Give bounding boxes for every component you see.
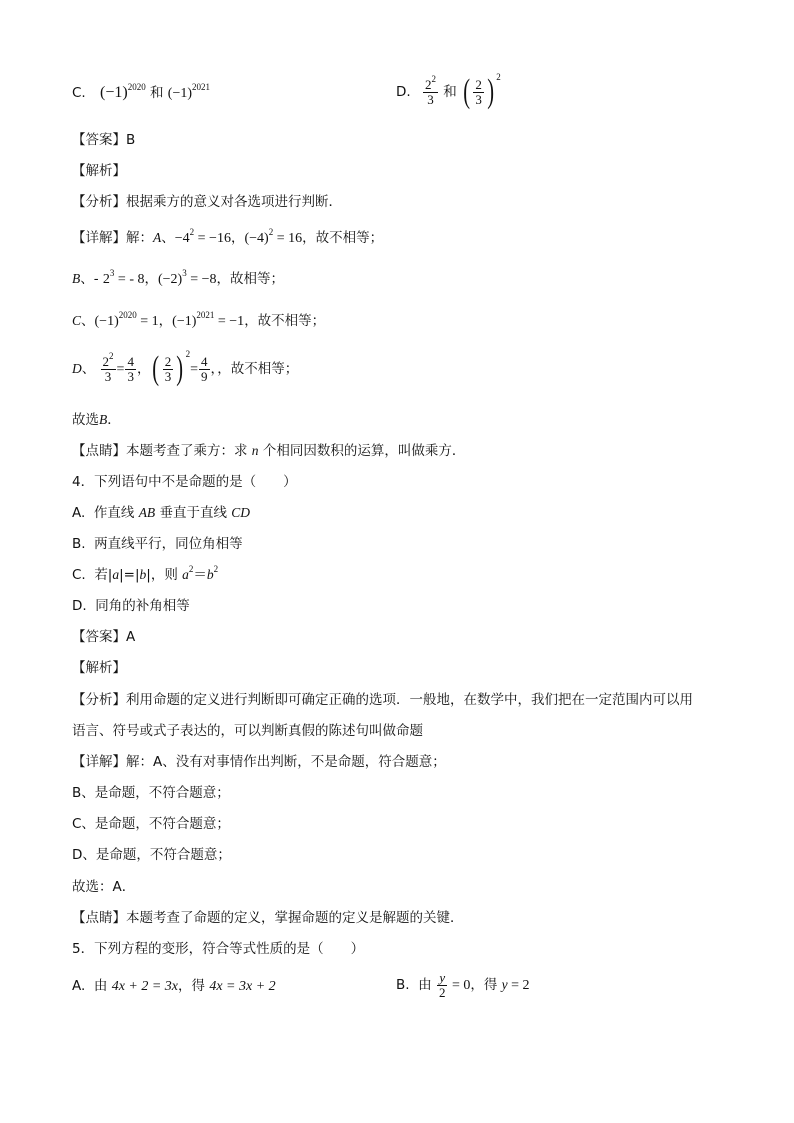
fraction [163,355,174,384]
option-text: 同角的补角相等 [95,598,190,614]
option-letter: C [72,313,82,328]
option-label: B. [72,536,86,552]
detail-pre: 解： [126,230,153,246]
option-text: 垂直于直线 [155,505,232,521]
fraction [101,350,116,384]
denominator: 3 [104,368,112,384]
q4-option-a [72,503,250,523]
math-expr: = −16 [194,231,231,246]
conclusion-post: ． [107,412,121,428]
q3-conclusion [72,410,121,430]
option-text: |=| [119,567,140,583]
math-expr: (−1) [100,84,128,101]
q4-detail-b: B、是命题，不符合题意； [72,785,230,801]
numerator: 2 [102,353,110,369]
dianjing-text: 个相同因数积的运算，叫做乘方． [258,443,466,459]
option-letter: B [99,412,108,427]
exponent: 2 [109,350,114,361]
q3-option-d [396,72,501,110]
numerator: 2 [475,76,482,92]
detail-tag: 【详解】 [72,230,126,246]
q4-dianjing [72,908,464,928]
exponent: 2 [268,227,274,237]
numerator: 4 [127,353,134,369]
dianjing-tag: 【点睛】 [72,443,126,459]
fraction [199,355,210,384]
option-letter: A [153,230,162,245]
math-var: n [251,443,259,458]
q5-stem: 5．下列方程的变形，符合等式性质的是（ ） [72,941,365,957]
dianjing-text: 本题考查了乘方：求 [126,443,252,459]
answer-tag: 【答案】 [72,629,126,645]
option-label: C. [72,567,86,583]
option-label: D. [72,598,87,614]
detail-text: 解：A、没有对事情作出判断，不是命题，符合题意； [126,754,446,770]
math-var: AB [138,505,156,520]
math-expr: 4x + 2 = 3x [111,979,179,994]
denominator: 9 [201,368,208,384]
option-label: D. [396,84,411,100]
exponent: 2 [189,227,195,237]
exponent: 3 [182,268,187,278]
math-expr: = - 8 [114,272,145,287]
q4-option-b [72,534,243,554]
detail-tail: ，故相等； [216,271,285,287]
math-expr: = −1 [214,314,245,329]
fenxi-text: 利用命题的定义进行判断即可确定正确的选项．一般地，在数学中，我们把在一定范围内可以用 [126,692,693,708]
q3-option-c [72,83,210,104]
equals-sign: = [190,362,199,377]
fraction [437,971,448,1000]
fraction [473,78,484,107]
q3-fenxi [72,192,342,212]
left-paren: ( [463,73,471,110]
equals-sign: ＝ [193,567,207,583]
math-expr: (−1) [167,86,193,101]
denominator: 3 [475,91,482,107]
q3-dianjing [72,441,465,461]
separator: ， [144,271,158,287]
math-expr: (−2) [157,272,183,287]
option-text: 若| [94,567,113,583]
exponent: 2 [431,73,436,84]
q4-detail-d: D、是命题，不符合题意； [72,847,231,863]
option-text: 由 [418,977,436,993]
detail-tag: 【详解】 [72,754,126,770]
detail-text: 、 [81,361,96,377]
detail-text: 、- [80,271,103,287]
denominator: 3 [427,91,434,107]
right-paren: ) [487,73,494,110]
separator: ， [136,361,151,377]
detail-text: 、 [81,313,95,329]
numerator: 4 [201,353,208,369]
fenxi-text: 根据乘方的意义对各选项进行判断． [126,194,342,210]
q3-detail-a [72,228,383,249]
math-var: a [182,567,189,582]
option-label: C. [72,85,86,101]
exponent: 2021 [192,82,211,92]
option-text: ，得 [178,978,210,994]
detail-text: 、 [161,230,175,246]
math-expr: 4x = 3x + 2 [209,979,276,994]
option-text: ，得 [470,977,502,993]
q3-analysis-heading: 【解析】 [72,163,126,179]
math-expr: = −8 [186,272,217,287]
numerator: y [439,969,446,985]
q3-answer [72,130,135,150]
math-expr: = 1 [136,314,159,329]
math-var: a [112,567,120,582]
q3-detail-b [72,269,284,290]
math-expr: −4 [174,231,190,246]
detail-tail: ，，故不相等； [210,361,299,377]
math-expr: = 2 [507,978,530,993]
math-expr: = 0 [448,978,471,993]
denominator: 3 [164,368,172,384]
q3-detail-c [72,311,325,332]
option-text: 由 [93,978,112,994]
q5-option-b [396,968,530,1003]
q4-fenxi-cont: 语言、符号或式子表达的，可以判断真假的陈述句叫做命题 [72,723,423,739]
connector: 和 [443,84,457,100]
option-text: 作直线 [93,505,139,521]
math-expr: (−1) [172,314,197,329]
detail-tail: ，故不相等； [302,230,384,246]
q4-answer [72,627,135,647]
exponent: 2021 [196,310,215,320]
q4-fenxi [72,690,693,710]
q4-detail-a [72,752,446,772]
math-var: b [139,567,147,582]
answer-tag: 【答案】 [72,132,126,148]
right-paren: ) [176,350,184,387]
q4-stem: 4．下列语句中不是命题的是（ ） [72,474,297,490]
q4-option-c [72,565,218,585]
detail-tail: ，故不相等； [244,313,326,329]
math-expr: (−4) [244,231,269,246]
math-expr: (−1) [94,314,119,329]
equals-sign: = [116,362,125,377]
exponent: 2 [188,564,194,574]
option-label: B. [396,977,410,993]
math-var: CD [231,505,251,520]
exponent: 2020 [127,82,146,92]
option-text: 两直线平行，同位角相等 [94,536,243,552]
exponent: 2020 [118,310,137,320]
math-expr: 2 [102,272,110,287]
denominator: 2 [438,984,446,1000]
separator: ， [158,313,173,329]
q5-option-a [72,976,276,997]
q4-conclusion: 故选：A． [72,879,136,895]
fenxi-tag: 【分析】 [72,194,126,210]
denominator: 3 [127,368,134,384]
option-letter: D [72,361,82,376]
connector: 和 [150,85,164,101]
dianjing-text: 本题考查了命题的定义，掌握命题的定义是解题的关键． [126,910,464,926]
exponent: 3 [109,268,115,278]
fenxi-tag: 【分析】 [72,692,126,708]
math-var: b [206,567,214,582]
q4-detail-c: C、是命题，不符合题意； [72,816,230,832]
q4-analysis-heading: 【解析】 [72,660,126,676]
left-paren: ( [152,350,160,387]
q4-option-d [72,596,190,616]
option-label: A. [72,505,86,521]
separator: ， [230,230,245,246]
exponent: 2 [496,72,501,82]
math-var: y [501,977,508,992]
answer-value: B [126,132,136,148]
dianjing-tag: 【点睛】 [72,910,126,926]
option-label: A. [72,978,86,994]
answer-value: A [126,629,136,645]
math-expr: = 16 [273,231,303,246]
numerator: 2 [164,353,172,369]
fraction [125,355,136,384]
q3-detail-d [72,349,299,387]
fraction [423,73,438,107]
option-text: |，则 [146,567,183,583]
exponent: 2 [185,349,191,359]
option-letter: B [72,271,81,286]
exponent: 2 [213,564,219,574]
numerator: 2 [424,76,432,92]
conclusion-pre: 故选 [72,412,99,428]
